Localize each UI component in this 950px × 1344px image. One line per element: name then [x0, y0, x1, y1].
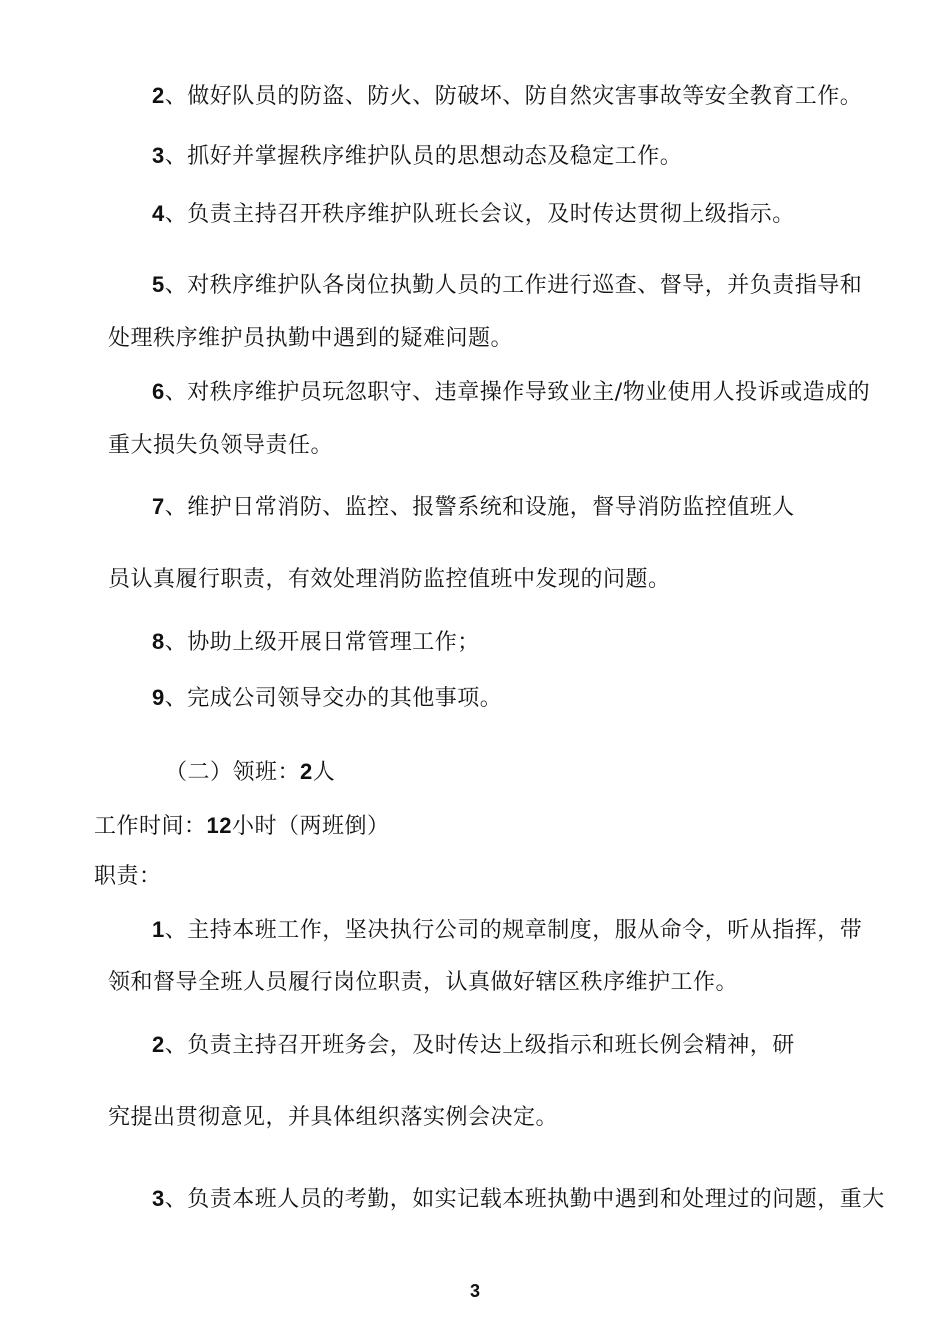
item-number: 8 — [152, 629, 165, 654]
duty-item — [152, 492, 795, 523]
item-text: 、维护日常消防、监控、报警系统和设施，督导消防监控值班人 — [164, 495, 795, 520]
section-heading — [165, 757, 335, 788]
item-text: 、做好队员的防盗、防火、防破坏、防自然灾害事故等安全教育工作。 — [164, 84, 863, 109]
duties-label: 职责： — [94, 864, 162, 889]
item-text: 、负责本班人员的考勤，如实记载本班执勤中遇到和处理过的问题，重大 — [164, 1187, 885, 1212]
work-hours-label: 工作时间： — [94, 814, 207, 839]
section-label: （二）领班： — [165, 760, 301, 785]
duty-item — [152, 270, 862, 301]
item-text: 、对秩序维护队各岗位执勤人员的工作进行巡查、督导，并负责指导和 — [164, 273, 863, 298]
item-text: 、负责主持召开秩序维护队班长会议，及时传达贯彻上级指示。 — [164, 202, 795, 227]
duty-item-continuation — [108, 431, 333, 461]
duty-item — [152, 915, 862, 946]
headcount-number: 2 — [300, 759, 313, 784]
item-text: 、对秩序维护员玩忽职守、违章操作导致业主/物业使用人投诉或造成的 — [164, 380, 871, 405]
item-number: 2 — [152, 83, 165, 108]
item-number: 4 — [152, 201, 165, 226]
item-text: 究提出贯彻意见，并具体组织落实例会决定。 — [108, 1105, 559, 1130]
item-text: 、完成公司领导交办的其他事项。 — [164, 686, 503, 711]
item-text: 、主持本班工作，坚决执行公司的规章制度，服从命令，听从指挥，带 — [164, 918, 863, 943]
work-hours-text: 小时（两班倒） — [232, 814, 390, 839]
duty-item-continuation — [108, 968, 738, 998]
duty-item — [152, 683, 502, 714]
item-text: 处理秩序维护员执勤中遇到的疑难问题。 — [108, 326, 514, 351]
headcount-unit: 人 — [312, 760, 336, 785]
item-number: 1 — [152, 917, 165, 942]
duty-item-continuation — [108, 324, 513, 354]
duties-heading — [94, 862, 162, 892]
item-number: 3 — [152, 1186, 165, 1211]
work-hours-number: 12 — [206, 813, 232, 838]
item-number: 9 — [152, 685, 165, 710]
item-text: 、抓好并掌握秩序维护队员的思想动态及稳定工作。 — [164, 144, 683, 169]
item-text: 领和督导全班人员履行岗位职责，认真做好辖区秩序维护工作。 — [108, 970, 739, 995]
work-hours — [94, 811, 390, 842]
duty-item — [152, 1184, 885, 1215]
item-number: 5 — [152, 272, 165, 297]
duty-item-continuation — [108, 565, 671, 595]
duty-item — [152, 1030, 795, 1061]
item-text: 重大损失负领导责任。 — [108, 433, 334, 458]
item-number: 3 — [152, 143, 165, 168]
page-number: 3 — [469, 1281, 480, 1301]
item-text: 员认真履行职责，有效处理消防监控值班中发现的问题。 — [108, 567, 671, 592]
duty-item — [152, 141, 682, 172]
item-number: 2 — [152, 1032, 165, 1057]
item-number: 6 — [152, 379, 165, 404]
item-text: 、负责主持召开班务会，及时传达上级指示和班长例会精神，研 — [164, 1033, 795, 1058]
duty-item — [152, 627, 480, 658]
duty-item — [152, 377, 870, 408]
item-text: 、协助上级开展日常管理工作； — [164, 630, 480, 655]
item-number: 7 — [152, 494, 165, 519]
duty-item — [152, 199, 795, 230]
duty-item — [152, 81, 862, 112]
duty-item-continuation — [108, 1103, 558, 1133]
